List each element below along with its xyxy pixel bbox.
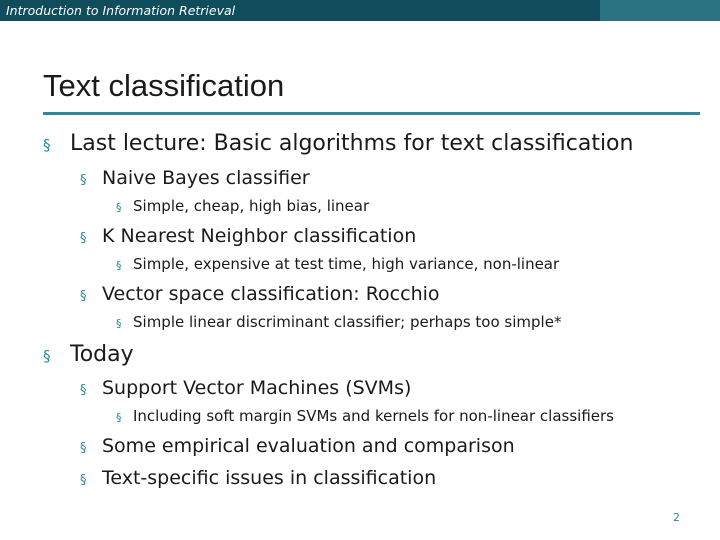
bullet-item: [80, 377, 411, 399]
header-accent-block: [600, 0, 720, 21]
bullet-text: Naive Bayes classifier: [102, 167, 310, 189]
bullet-marker-icon: §: [43, 136, 51, 154]
bullet-text: Text-specific issues in classification: [102, 467, 437, 489]
bullet-text: K Nearest Neighbor classification: [102, 225, 417, 247]
bullet-item: [80, 225, 416, 247]
page-number: 2: [673, 511, 680, 524]
bullet-marker-icon: §: [116, 201, 122, 214]
bullet-marker-icon: §: [80, 383, 87, 398]
bullet-item: [80, 283, 440, 305]
bullet-text: Simple linear discriminant classifier; perhaps too simple*: [133, 313, 562, 331]
bullet-text: Simple, cheap, high bias, linear: [133, 197, 370, 215]
bullet-marker-icon: §: [80, 289, 87, 304]
bullet-marker-icon: §: [116, 259, 122, 272]
bullet-marker-icon: §: [116, 317, 122, 330]
bullet-text: Vector space classification: Rocchio: [102, 283, 440, 305]
bullet-marker-icon: §: [116, 411, 122, 424]
bullet-item: [116, 255, 559, 273]
bullet-item: [116, 407, 614, 425]
bullet-text: Last lecture: Basic algorithms for text classification: [70, 131, 634, 156]
title-underline: [43, 112, 700, 115]
bullet-marker-icon: §: [80, 441, 87, 456]
bullet-item: [80, 435, 515, 457]
bullet-text: Some empirical evaluation and comparison: [102, 435, 515, 457]
header-bar: [0, 0, 720, 21]
bullet-item: [80, 467, 436, 489]
course-title: Introduction to Information Retrieval: [6, 3, 236, 18]
bullet-text: Including soft margin SVMs and kernels for non-linear classifiers: [133, 407, 614, 425]
bullet-text: Support Vector Machines (SVMs): [102, 377, 412, 399]
bullet-item: [43, 342, 134, 367]
bullet-item: [80, 167, 310, 189]
bullet-marker-icon: §: [80, 173, 87, 188]
bullet-item: [116, 197, 369, 215]
bullet-marker-icon: §: [43, 347, 51, 365]
bullet-item: [116, 313, 561, 331]
bullet-text: Simple, expensive at test time, high variance, non-linear: [133, 255, 560, 273]
slide-title: Text classification: [43, 68, 285, 103]
bullet-marker-icon: §: [80, 473, 87, 488]
bullet-text: Today: [70, 342, 134, 367]
bullet-marker-icon: §: [80, 231, 87, 246]
bullet-item: [43, 131, 633, 156]
